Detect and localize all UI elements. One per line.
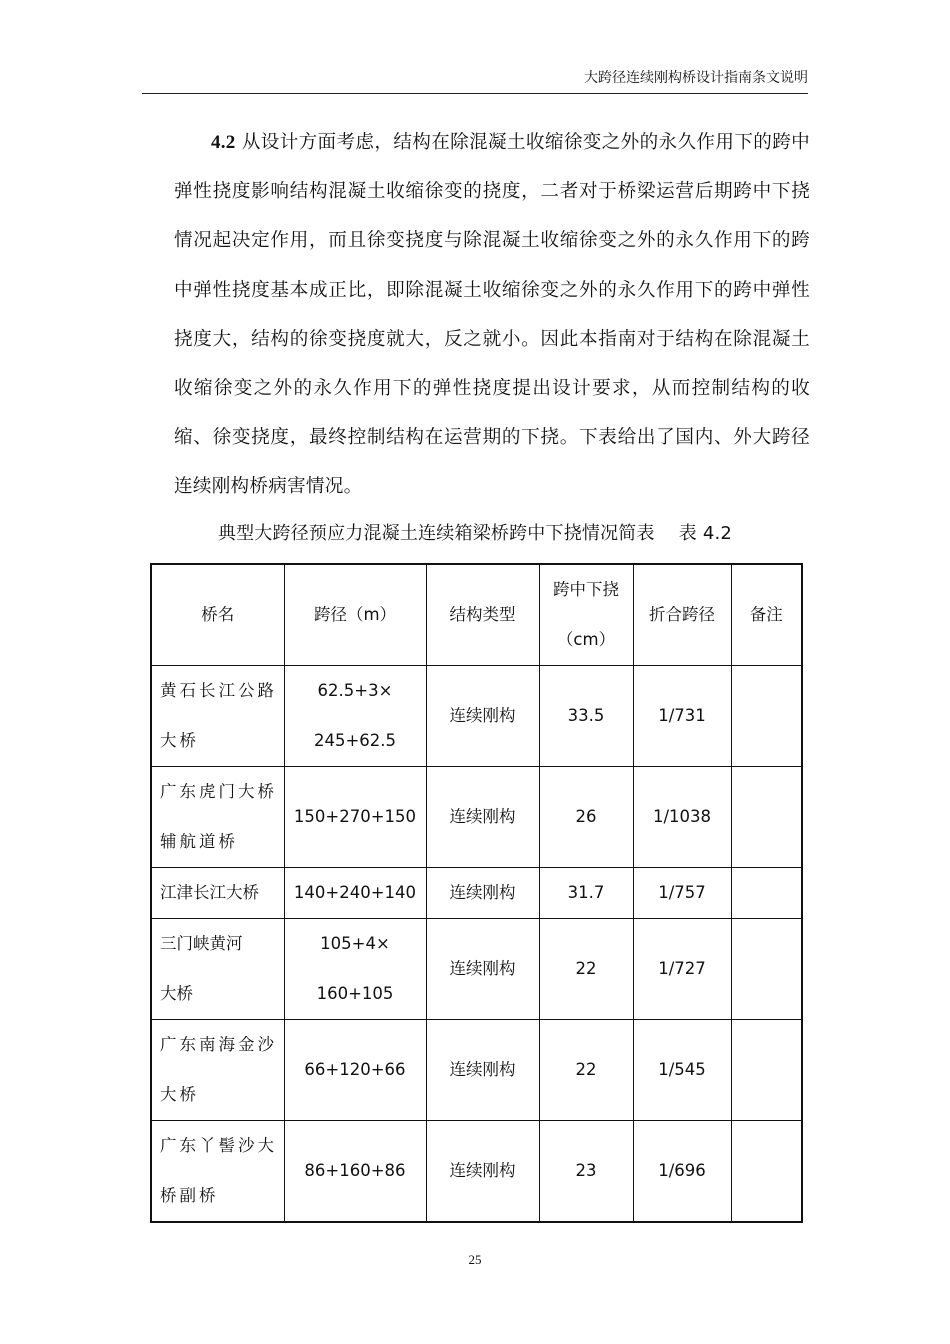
body-paragraph — [174, 118, 810, 512]
cell-bridge-name — [151, 767, 284, 868]
page-header — [142, 68, 808, 94]
table-row — [151, 767, 802, 868]
cell-bridge-name — [151, 919, 284, 1020]
bridge-name-line2: 辅航道桥 — [160, 832, 238, 851]
bridge-name-line2: 大桥 — [160, 984, 193, 1003]
header-deflection-line1: 跨中下挠 — [553, 580, 619, 599]
bridge-name-line2: 桥副桥 — [160, 1186, 219, 1205]
header-cell-span: 跨径（m） — [284, 564, 426, 666]
header-cell-note: 备注 — [731, 564, 802, 666]
span-line1: 62.5+3× — [317, 681, 393, 700]
cell-structure-type: 连续刚构 — [426, 1020, 539, 1121]
table-row — [151, 919, 802, 1020]
cell-deflection: 22 — [539, 919, 633, 1020]
cell-bridge-name — [151, 666, 284, 767]
cell-note — [731, 767, 802, 868]
section-number: 4.2 — [211, 132, 236, 153]
cell-span: 86+160+86 — [284, 1121, 426, 1223]
header-cell-name: 桥名 — [151, 564, 284, 666]
cell-deflection: 31.7 — [539, 868, 633, 919]
table-caption-number: 表 4.2 — [678, 523, 733, 544]
cell-ratio: 1/1038 — [633, 767, 731, 868]
span-line2: 245+62.5 — [313, 731, 397, 750]
cell-ratio: 1/731 — [633, 666, 731, 767]
cell-ratio: 1/727 — [633, 919, 731, 1020]
header-title: 大跨径连续刚构桥设计指南条文说明 — [584, 70, 808, 86]
cell-deflection: 22 — [539, 1020, 633, 1121]
table-caption — [150, 520, 800, 548]
cell-note — [731, 666, 802, 767]
cell-structure-type: 连续刚构 — [426, 767, 539, 868]
cell-span: 66+120+66 — [284, 1020, 426, 1121]
span-line2: 160+105 — [316, 984, 394, 1003]
table-header-row — [151, 564, 802, 666]
page-number: 25 — [468, 1252, 482, 1267]
header-cell-type: 结构类型 — [426, 564, 539, 666]
cell-ratio: 1/545 — [633, 1020, 731, 1121]
cell-note — [731, 868, 802, 919]
bridge-deflection-table — [150, 563, 803, 1223]
cell-deflection: 33.5 — [539, 666, 633, 767]
bridge-name-line1: 广东丫髻沙大 — [160, 1136, 277, 1155]
cell-span: 150+270+150 — [284, 767, 426, 868]
cell-deflection: 23 — [539, 1121, 633, 1223]
header-deflection-line2: （cm） — [556, 630, 616, 649]
cell-structure-type: 连续刚构 — [426, 868, 539, 919]
cell-deflection: 26 — [539, 767, 633, 868]
table-row — [151, 666, 802, 767]
bridge-name-line2: 大桥 — [160, 731, 199, 750]
bridge-name-line1: 广东虎门大桥 — [160, 782, 277, 801]
cell-note — [731, 1020, 802, 1121]
table-caption-title: 典型大跨径预应力混凝土连续箱梁桥跨中下挠情况简表 — [217, 523, 655, 544]
paragraph-text: 从设计方面考虑，结构在除混凝土收缩徐变之外的永久作用下的跨中弹性挠度影响结构混凝土收缩徐变的挠度，二者对于桥梁运营后期跨中下挠情况起决定作用，而且徐变挠度与除混凝土收缩徐变之外的永久作用下的跨中弹性挠度基本成正比，即除混凝土收缩徐变之外的永久作用下的跨中弹性挠度大，结构的徐变挠度就大，反之就小。因此本指南对于结构在除混凝土收缩徐变之外的永久作用下的弹性挠度提出设计要求，从而控制结构的收缩、徐变挠度，最终控制结构在运营期的下挠。下表给出了国内、外大跨径连续刚构桥病害情况。 — [174, 132, 810, 498]
cell-structure-type: 连续刚构 — [426, 1121, 539, 1223]
cell-structure-type: 连续刚构 — [426, 919, 539, 1020]
header-cell-ratio: 折合跨径 — [633, 564, 731, 666]
cell-span: 140+240+140 — [284, 868, 426, 919]
header-cell-deflection — [539, 564, 633, 666]
cell-span — [284, 919, 426, 1020]
bridge-name-line1: 黄石长江公路 — [160, 681, 277, 700]
bridge-name-line1: 广东南海金沙 — [160, 1035, 277, 1054]
span-line1: 105+4× — [320, 934, 390, 953]
table-row — [151, 1121, 802, 1223]
cell-bridge-name: 江津长江大桥 — [151, 868, 284, 919]
cell-span — [284, 666, 426, 767]
table-row — [151, 868, 802, 919]
cell-structure-type: 连续刚构 — [426, 666, 539, 767]
bridge-name-line1: 三门峡黄河 — [160, 934, 243, 953]
cell-bridge-name — [151, 1020, 284, 1121]
cell-note — [731, 919, 802, 1020]
table-row — [151, 1020, 802, 1121]
cell-bridge-name — [151, 1121, 284, 1223]
paragraph-lead — [174, 118, 810, 512]
cell-note — [731, 1121, 802, 1223]
bridge-name-line2: 大桥 — [160, 1085, 199, 1104]
cell-ratio: 1/757 — [633, 868, 731, 919]
cell-ratio: 1/696 — [633, 1121, 731, 1223]
